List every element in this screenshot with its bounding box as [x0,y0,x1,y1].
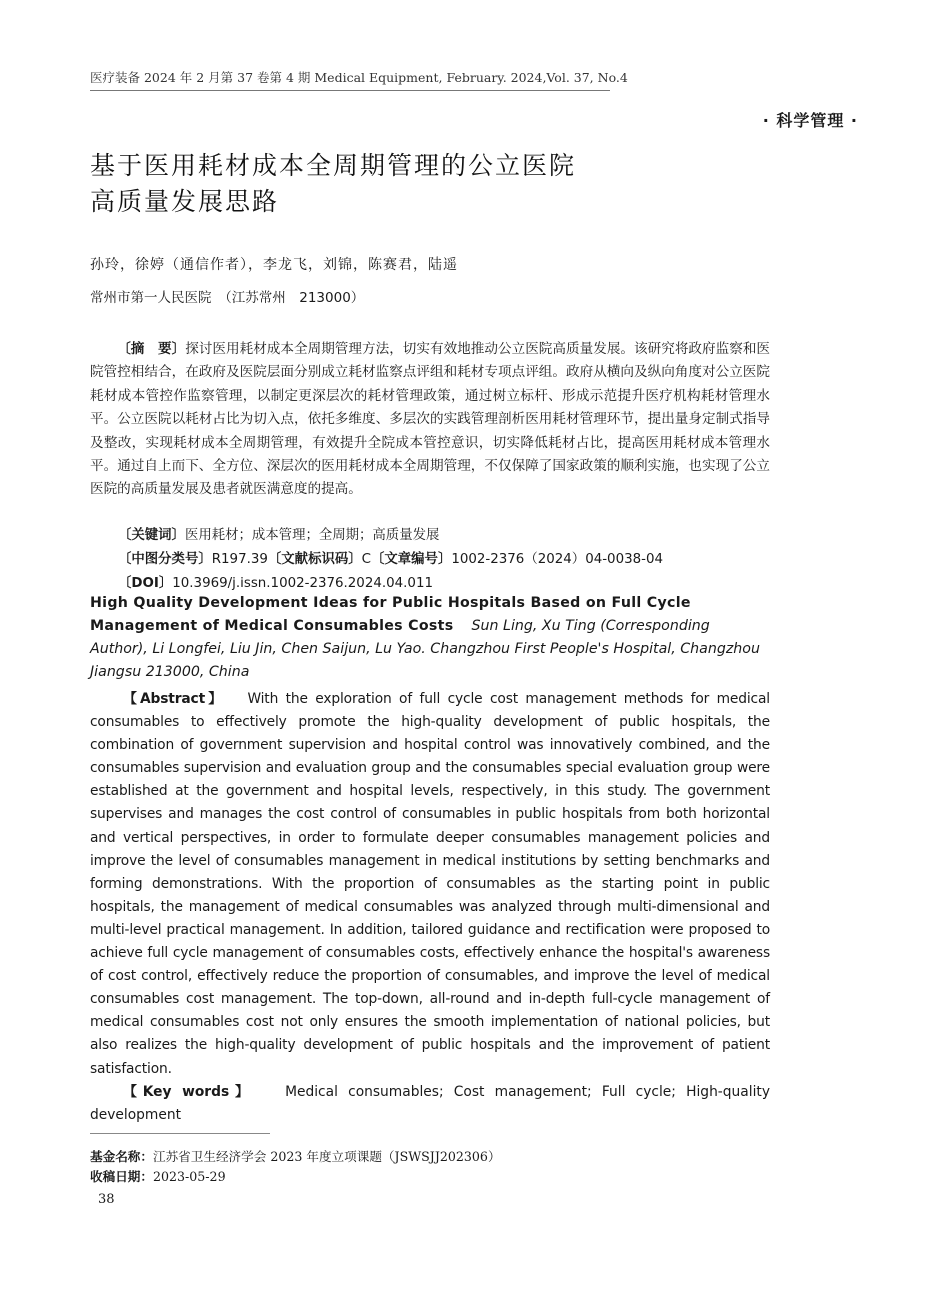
affiliation: 常州市第一人民医院 （江苏常州 213000） [90,290,365,306]
clc-label: 〔中图分类号〕 [118,552,212,567]
fund-label: 基金名称： [90,1149,153,1164]
en-abstract-text: With the exploration of full cycle cost management methods for medical consumables to effectively promote the high-quality development of public hospitals, the combination of government supervision and hospital control was innovatively combined, and the consumables supervision and evaluation group and the consumables special evaluation group were established at the government and hospital levels, respectively, in this study. The government supervises and manages the cost control of consumables in public hospitals from both horizontal and vertical perspectives, in order to formulate deeper consumables management policies and improve the level of consumables management in medical institutions by setting benchmarks and forming demonstrations. With the proportion of consumables as the starting point in public hospitals, the management of medical consumables was analyzed through multi-dimensional and multi-level practical management. In addition, tailored guidance and rectification were proposed to achieve full cycle management of consumables costs, effectively enhance the hospital's awareness of cost control, effectively reduce the proportion of consumables, and improve the level of medical consumables cost management. The top-down, all-round and in-depth full-cycle management of medical consumables cost not only ensures the smooth implementation of national policies, but also realizes the high-quality development of public hospitals and the improvement of patient satisfaction. [90,691,770,1077]
received-value: 2023-05-29 [152,1169,226,1184]
page-number: 38 [98,1192,115,1207]
received-date [90,1166,226,1185]
doi-line [90,572,770,591]
article-title [90,148,790,220]
section-label: · 科学管理 · [762,111,858,130]
cn-keywords-text: 医用耗材；成本管理；全周期；高质量发展 [184,528,440,543]
classification-line [90,548,770,567]
doccode-value: C [361,552,371,567]
english-title-block [90,592,770,684]
running-header: 医疗装备 2024 年 2 月第 37 卷第 4 期 Medical Equipment, February. 2024,Vol. 37, No.4 [90,68,610,91]
fund-note [90,1146,501,1165]
articleno-label: 〔文章编号〕 [371,552,452,567]
en-abstract-label: 【Abstract】 [123,691,226,707]
english-title: High Quality Development Ideas for Public Hospitals Based on Full Cycle Management of Medical Consumables Costs [90,595,691,634]
cn-abstract-label: 〔摘 要〕 [117,341,186,357]
doi-value[interactable]: 10.3969/j.issn.1002-2376.2024.04.011 [172,576,433,591]
cn-keywords [90,524,770,543]
cn-abstract-text: 探讨医用耗材成本全周期管理方法，切实有效地推动公立医院高质量发展。该研究将政府监察和医院管控相结合，在政府及医院层面分别成立耗材监察点评组和耗材专项点评组。政府从横向及纵向角度对公立医院耗材成本管控作监察管理，以制定更深层次的耗材管理政策，通过树立标杆、形成示范提升医疗机构耗材管理水平。公立医院以耗材占比为切入点，依托多维度、多层次的实践管理剖析医用耗材管理环节，提出量身定制式指导及整改，实现耗材成本全周期管理，有效提升全院成本管控意识，切实降低耗材占比，提高医用耗材成本管理水平。通过自上而下、全方位、深层次的医用耗材成本全周期管理，不仅保障了国家政策的顺利实施，也实现了公立医院的高质量发展及患者就医满意度的提高。 [90,341,771,498]
doi-label: 〔DOI〕 [118,576,173,591]
received-label: 收稿日期： [90,1169,153,1184]
en-keywords-label: 【Key words】 [123,1084,255,1100]
title-line-2: 高质量发展思路 [90,187,280,216]
title-line-1: 基于医用耗材成本全周期管理的公立医院 [90,151,577,180]
doccode-label: 〔文献标识码〕 [267,552,362,567]
en-keywords-text: Medical consumables; Cost management; Full cycle; High-quality development [90,1084,770,1123]
chinese-abstract [90,338,770,502]
english-abstract [90,688,770,1081]
english-keywords [90,1081,770,1127]
clc-value: R197.39 [211,552,268,567]
fund-text: 江苏省卫生经济学会 2023 年度立项课题（JSWSJJ202306） [152,1149,501,1164]
articleno-value: 1002-2376（2024）04-0038-04 [451,552,664,567]
footnote-divider [90,1133,270,1134]
author-list: 孙玲，徐婷（通信作者），李龙飞，刘锦，陈赛君，陆遥 [90,257,458,273]
english-authors: Sun Ling, Xu Ting (Corresponding Author), Li Longfei, Liu Jin, Chen Saijun, Lu Yao. Changzhou First People's Hospital, Changzhou Jiangsu 213000, China [90,618,760,680]
cn-keywords-label: 〔关键词〕 [118,528,185,543]
